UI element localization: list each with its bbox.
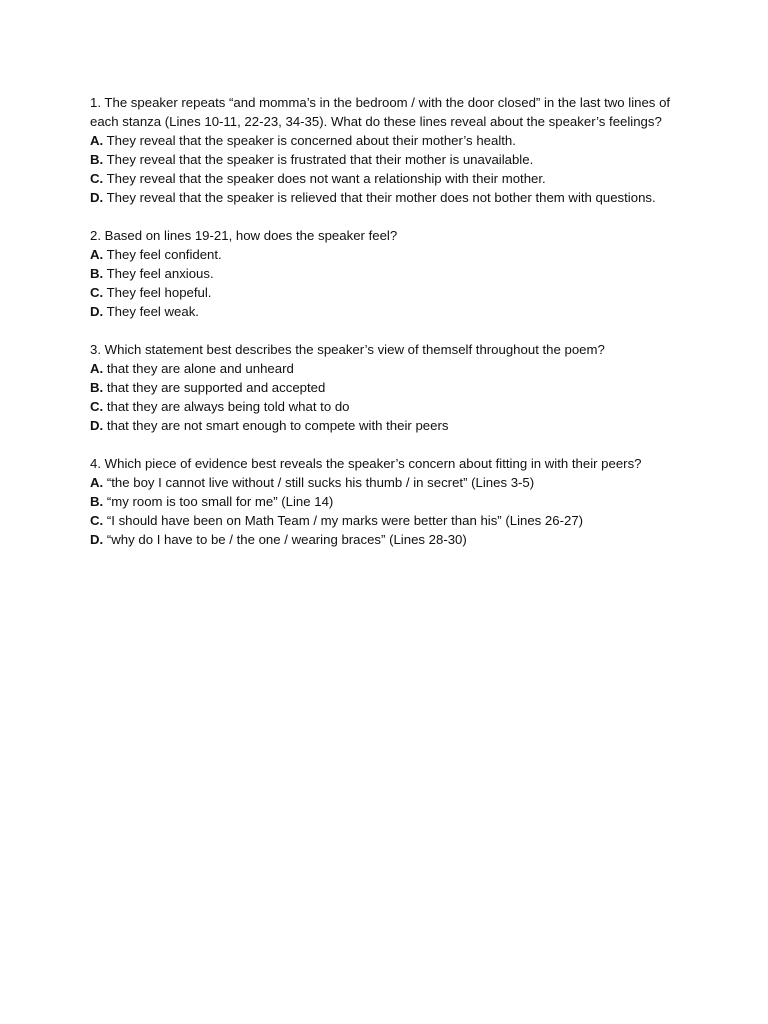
- choice-letter: B.: [90, 152, 104, 167]
- choice-a: [90, 245, 690, 264]
- choice-text: that they are alone and unheard: [103, 361, 294, 376]
- choice-letter: D.: [90, 418, 104, 433]
- question-2: [90, 226, 690, 321]
- choice-text: that they are always being told what to do: [103, 399, 350, 414]
- answer-choices: [90, 131, 690, 207]
- choice-c: [90, 283, 690, 302]
- choice-text: They reveal that the speaker is relieved that their mother does not bother them with questions.: [103, 190, 656, 205]
- answer-choices: [90, 245, 690, 321]
- choice-text: that they are supported and accepted: [103, 380, 326, 395]
- choice-letter: B.: [90, 494, 104, 509]
- choice-letter: A.: [90, 133, 104, 148]
- choice-c: [90, 169, 690, 188]
- answer-choices: [90, 359, 690, 435]
- question-text: 2. Based on lines 19-21, how does the speaker feel?: [90, 228, 398, 243]
- choice-text: They feel weak.: [103, 304, 199, 319]
- question-text: 3. Which statement best describes the speaker’s view of themself throughout the poem?: [90, 342, 605, 357]
- choice-letter: D.: [90, 304, 104, 319]
- choice-letter: A.: [90, 361, 104, 376]
- choice-letter: D.: [90, 190, 104, 205]
- choice-text: “why do I have to be / the one / wearing braces” (Lines 28-30): [103, 532, 467, 547]
- choice-text: They feel hopeful.: [103, 285, 212, 300]
- worksheet-page: [90, 93, 690, 568]
- choice-text: that they are not smart enough to compete with their peers: [103, 418, 449, 433]
- choice-text: They reveal that the speaker is frustrated that their mother is unavailable.: [103, 152, 534, 167]
- choice-text: They reveal that the speaker is concerned about their mother’s health.: [103, 133, 516, 148]
- choice-b: [90, 378, 690, 397]
- choice-d: [90, 188, 690, 207]
- choice-d: [90, 416, 690, 435]
- question-text: 4. Which piece of evidence best reveals the speaker’s concern about fitting in with their peers?: [90, 456, 642, 471]
- choice-letter: A.: [90, 247, 104, 262]
- answer-choices: [90, 473, 690, 549]
- question-4: [90, 454, 690, 549]
- choice-text: “my room is too small for me” (Line 14): [103, 494, 334, 509]
- choice-b: [90, 150, 690, 169]
- choice-letter: C.: [90, 399, 104, 414]
- choice-text: “I should have been on Math Team / my marks were better than his” (Lines 26-27): [103, 513, 584, 528]
- choice-letter: B.: [90, 266, 104, 281]
- choice-b: [90, 492, 690, 511]
- choice-letter: B.: [90, 380, 104, 395]
- choice-text: “the boy I cannot live without / still sucks his thumb / in secret” (Lines 3-5): [103, 475, 535, 490]
- choice-d: [90, 530, 690, 549]
- choice-a: [90, 473, 690, 492]
- question-1: [90, 93, 690, 207]
- choice-b: [90, 264, 690, 283]
- choice-letter: C.: [90, 285, 104, 300]
- choice-text: They feel anxious.: [103, 266, 214, 281]
- choice-d: [90, 302, 690, 321]
- choice-c: [90, 511, 690, 530]
- question-3: [90, 340, 690, 435]
- choice-a: [90, 359, 690, 378]
- choice-letter: D.: [90, 532, 104, 547]
- choice-letter: C.: [90, 513, 104, 528]
- choice-letter: C.: [90, 171, 104, 186]
- choice-text: They feel confident.: [103, 247, 222, 262]
- choice-text: They reveal that the speaker does not want a relationship with their mother.: [103, 171, 546, 186]
- choice-letter: A.: [90, 475, 104, 490]
- choice-a: [90, 131, 690, 150]
- choice-c: [90, 397, 690, 416]
- question-text: 1. The speaker repeats “and momma’s in the bedroom / with the door closed” in the last two lines of each stanza (Lines 10-11, 22-23, 34-35). What do these lines reveal about the speaker’s feelings?: [90, 95, 671, 129]
